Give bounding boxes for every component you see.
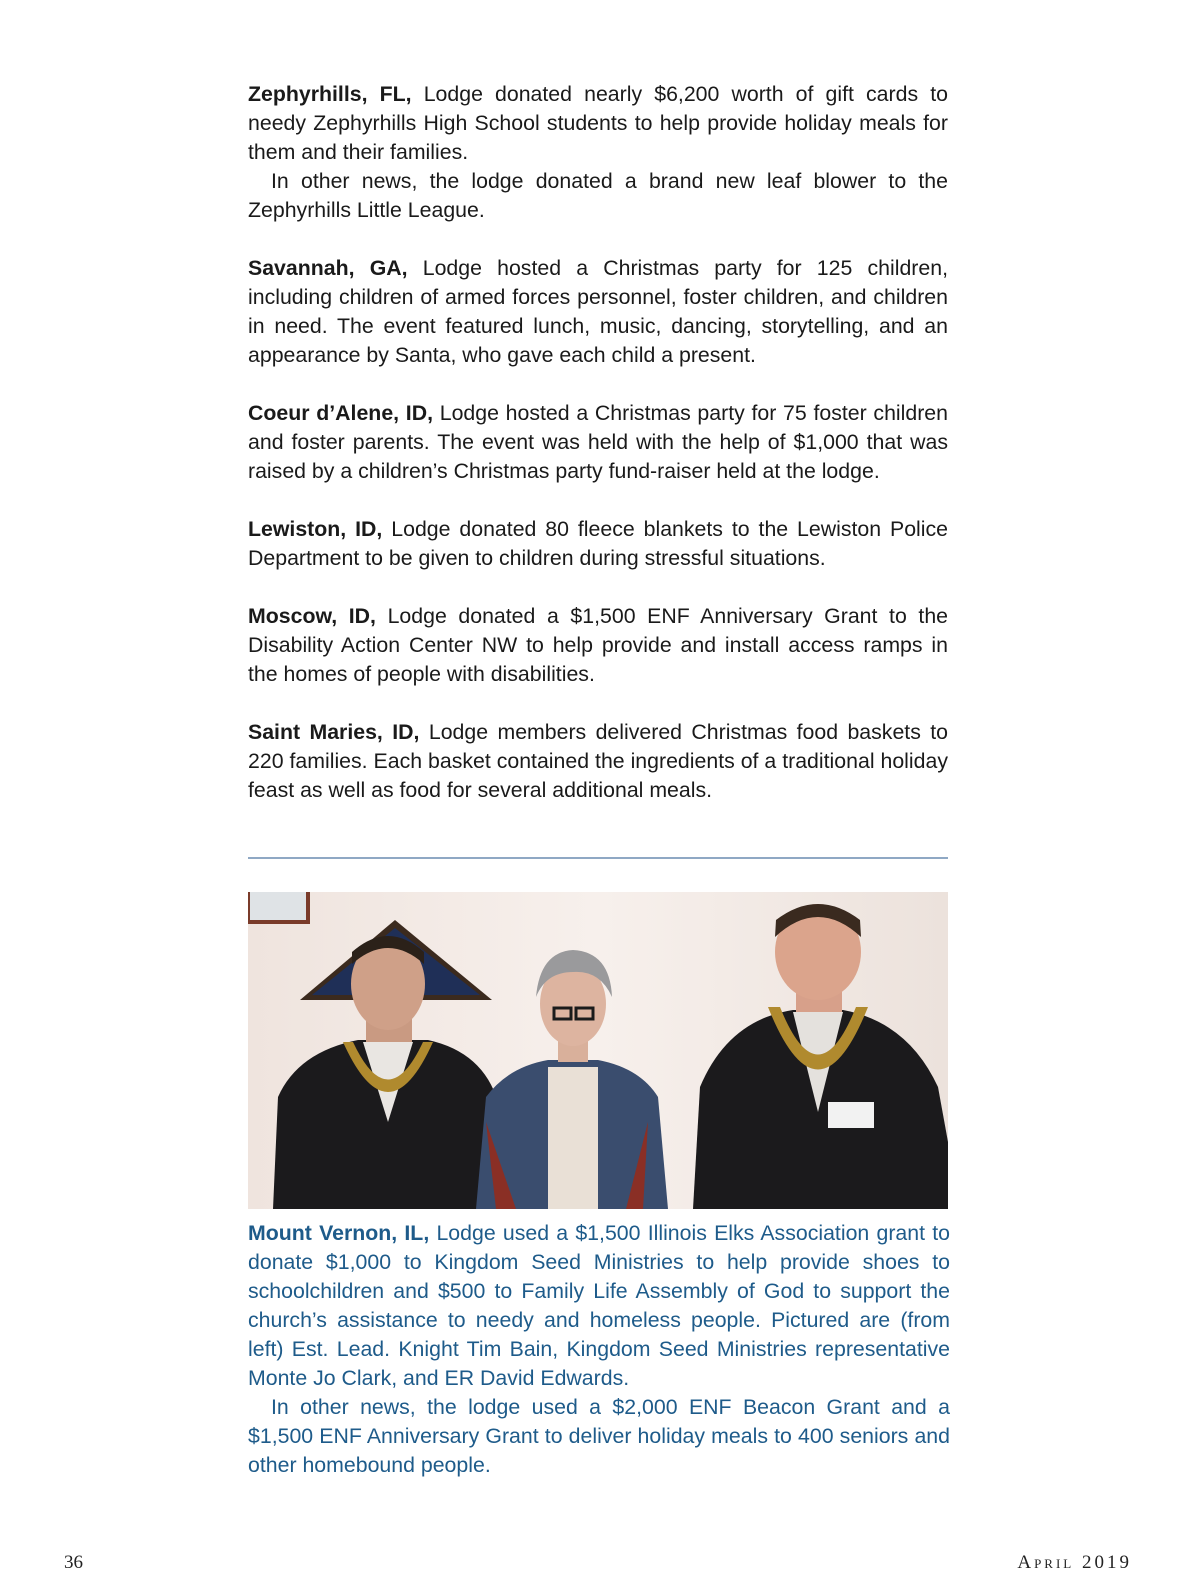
- item-text: Lodge donated 80 fleece blankets to the Lewiston Police Department to be given to children during stressful situations.: [248, 517, 949, 570]
- item-text: Lodge donated nearly $6,200 worth of gift cards to needy Zephyrhills High School students to help provide holiday meals for them and their families.: [248, 82, 948, 164]
- item-text: Lodge members delivered Christmas food baskets to 220 families. Each basket contained the ingredients of a traditional holiday feast as well as food for several additional meals.: [248, 720, 949, 802]
- item-place: Zephyrhills, FL,: [248, 82, 412, 106]
- caption-place: Mount Vernon, IL,: [248, 1221, 430, 1245]
- item-place: Savannah, GA,: [248, 256, 408, 280]
- item-text: Lodge hosted a Christmas party for 75 foster children and foster parents. The event was held with the help of $1,000 that was raised by a children’s Christmas party fund-raiser held at the lodge.: [248, 401, 948, 483]
- photo-caption: [248, 1219, 950, 1480]
- item-extra: In other news, the lodge donated a brand new leaf blower to the Zephyrhills Little League.: [248, 169, 948, 222]
- page-number: 36: [64, 1552, 83, 1573]
- news-item-saint-maries: [248, 718, 948, 805]
- item-text: Lodge donated a $1,500 ENF Anniversary Grant to the Disability Action Center NW to help provide and install access ramps in the homes of people with disabilities.: [248, 604, 949, 686]
- item-text: Lodge hosted a Christmas party for 125 children, including children of armed forces personnel, foster children, and children in need. The event featured lunch, music, dancing, storytelling, and an appearance by Santa, who gave each child a present.: [248, 256, 948, 367]
- caption-extra: In other news, the lodge used a $2,000 ENF Beacon Grant and a $1,500 ENF Anniversary Grant to deliver holiday meals to 400 seniors and other homebound people.: [248, 1395, 950, 1477]
- group-photo: [248, 892, 948, 1209]
- item-place: Coeur d’Alene, ID,: [248, 401, 434, 425]
- item-place: Moscow, ID,: [248, 604, 376, 628]
- news-item-savannah: [248, 254, 948, 370]
- item-place: Lewiston, ID,: [248, 517, 383, 541]
- news-item-lewiston: [248, 515, 948, 573]
- article-column: [248, 80, 948, 834]
- item-place: Saint Maries, ID,: [248, 720, 420, 744]
- news-item-coeur-dalene: [248, 399, 948, 486]
- news-item-zephyrhills: [248, 80, 948, 225]
- caption-text: Lodge used a $1,500 Illinois Elks Association grant to donate $1,000 to Kingdom Seed Ministries to help provide shoes to schoolchildren and $500 to Family Life Assembly of God to support the church’s assistance to needy and homeless people. Pictured are (from left) Est. Lead. Knight Tim Bain, Kingdom Seed Ministries representative Monte Jo Clark, and ER David Edwards.: [248, 1221, 950, 1390]
- news-item-moscow: [248, 602, 948, 689]
- section-divider: [248, 857, 948, 859]
- issue-date: April 2019: [1017, 1552, 1132, 1573]
